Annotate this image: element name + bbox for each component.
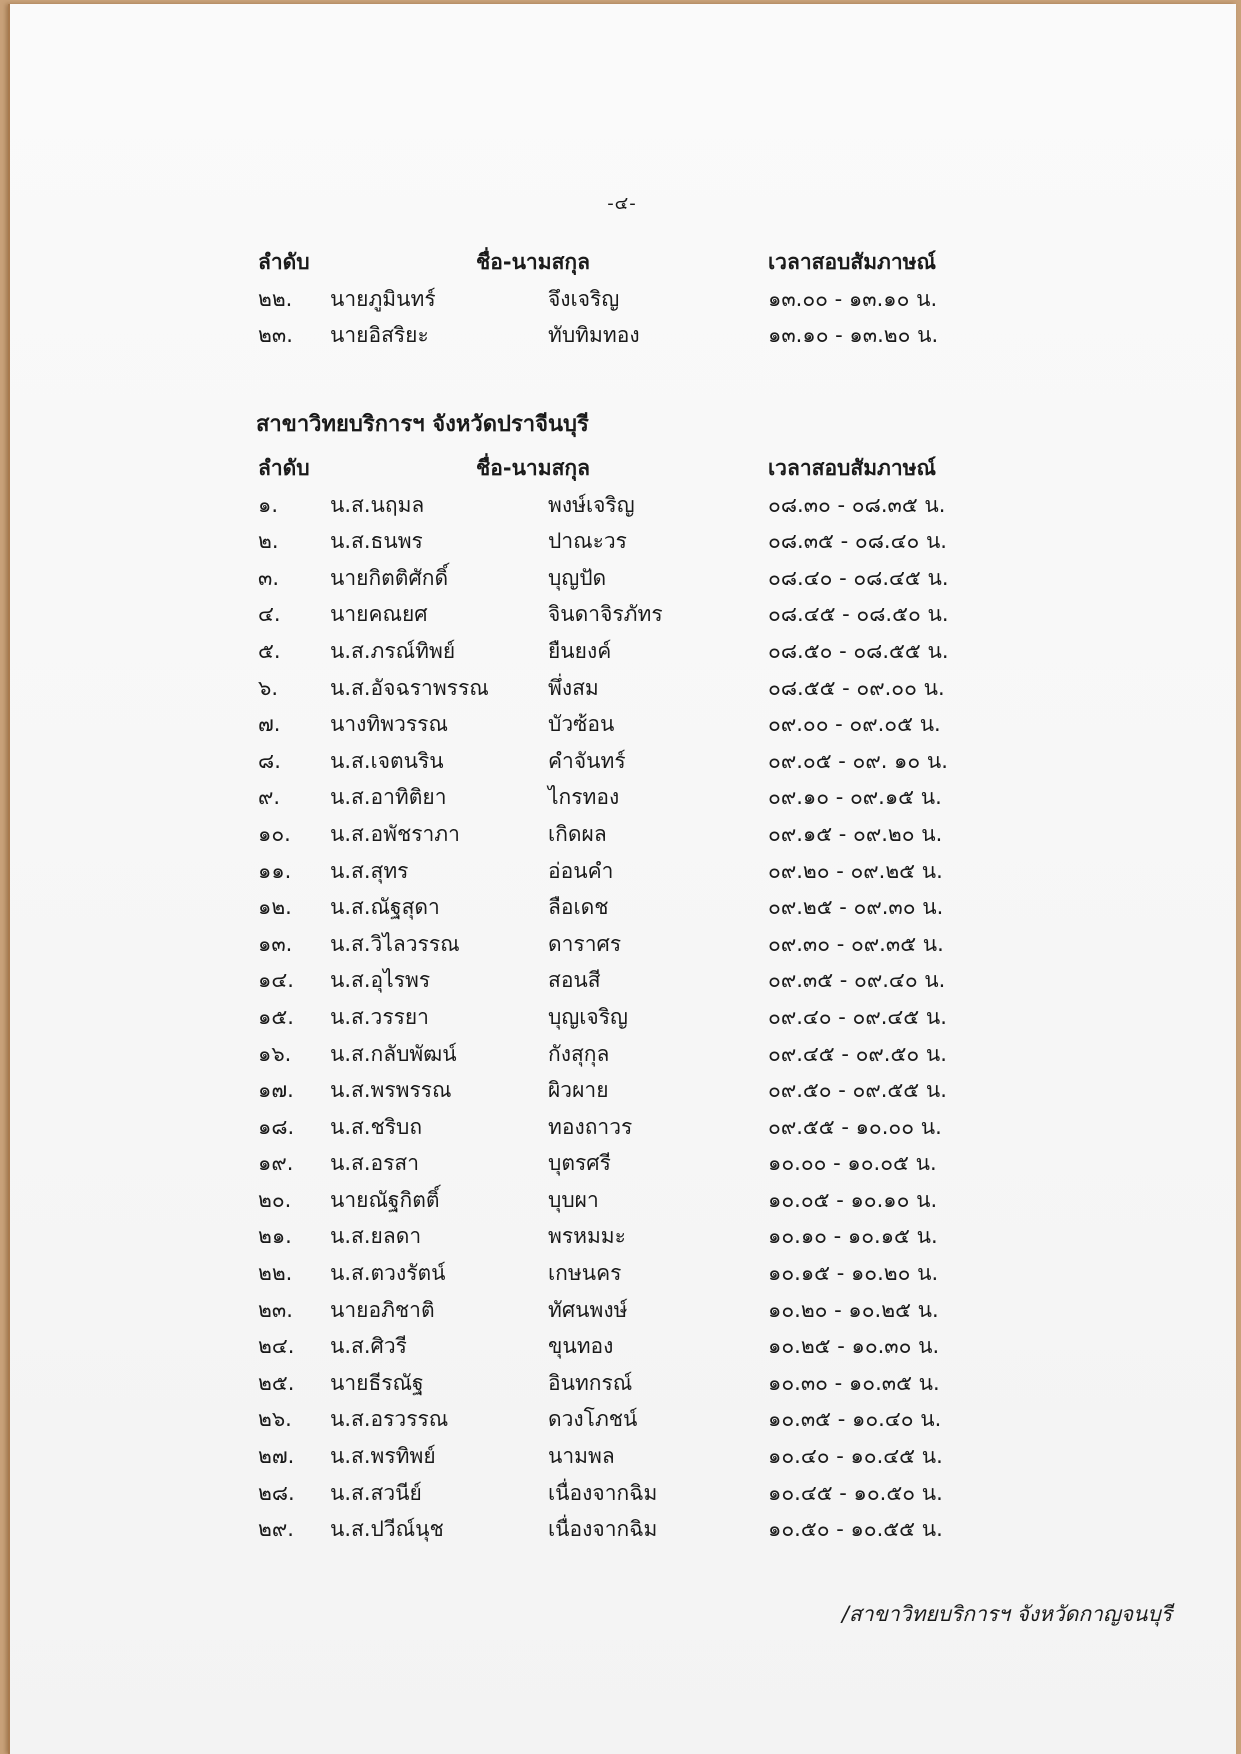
table-row — [248, 1214, 1008, 1251]
row-interview-time: ๐๙.๓๕ - ๐๙.๔๐ น. — [768, 968, 946, 993]
row-last-name: สอนสี — [548, 968, 601, 993]
row-last-name: ทัศนพงษ์ — [548, 1297, 628, 1322]
row-interview-time: ๐๙.๒๕ - ๐๙.๓๐ น. — [768, 895, 944, 920]
row-number: ๒๔. — [258, 1334, 295, 1359]
row-first-name: น.ส.ยลดา — [330, 1224, 422, 1249]
row-number: ๑๒. — [258, 895, 292, 920]
row-first-name: น.ส.สวนีย์ — [330, 1480, 422, 1505]
row-last-name: บุตรศรี — [548, 1151, 611, 1176]
row-interview-time: ๐๙.๔๕ - ๐๙.๕๐ น. — [768, 1041, 947, 1066]
table-row — [248, 483, 1008, 520]
table-row — [248, 1288, 1008, 1325]
row-first-name: น.ส.วิไลวรรณ — [330, 931, 460, 956]
row-last-name: ยืนยงค์ — [548, 638, 612, 663]
row-last-name: ดาราศร — [548, 931, 622, 956]
row-first-name: นายอภิชาติ — [330, 1297, 435, 1322]
table-row — [248, 556, 1008, 593]
row-interview-time: ๑๐.๑๕ - ๑๐.๒๐ น. — [768, 1261, 939, 1286]
row-last-name: คำจันทร์ — [548, 748, 626, 773]
row-number: ๒๒. — [258, 286, 293, 311]
row-interview-time: ๐๙.๑๐ - ๐๙.๑๕ น. — [768, 785, 942, 810]
row-first-name: น.ส.สุทร — [330, 858, 409, 883]
row-number: ๒๕. — [258, 1370, 295, 1395]
row-first-name: น.ส.วรรยา — [330, 1004, 429, 1029]
row-last-name: ผิวผาย — [548, 1078, 609, 1103]
table-row — [248, 1105, 1008, 1142]
second-table-rows — [248, 483, 1008, 1544]
row-last-name: พงษ์เจริญ — [548, 492, 635, 517]
table-row — [248, 1397, 1008, 1434]
row-interview-time: ๑๐.๔๐ - ๑๐.๔๕ น. — [768, 1444, 943, 1469]
row-last-name: ทองถาวร — [548, 1114, 633, 1139]
table-row — [248, 629, 1008, 666]
row-interview-time: ๑๐.๓๕ - ๑๐.๔๐ น. — [768, 1407, 942, 1432]
table-row — [248, 885, 1008, 922]
row-interview-time: ๑๐.๑๐ - ๑๐.๑๕ น. — [768, 1224, 938, 1249]
row-number: ๑๑. — [258, 858, 292, 883]
table-row — [248, 666, 1008, 703]
row-first-name: นายคณยศ — [330, 602, 428, 627]
row-first-name: น.ส.อรวรรณ — [330, 1407, 449, 1432]
row-interview-time: ๑๐.๒๐ - ๑๐.๒๕ น. — [768, 1297, 939, 1322]
table-row — [248, 1471, 1008, 1508]
row-first-name: น.ส.พรพรรณ — [330, 1078, 452, 1103]
row-number: ๙. — [258, 785, 281, 810]
row-interview-time: ๑๐.๔๕ - ๑๐.๕๐ น. — [768, 1480, 943, 1505]
row-number: ๘. — [258, 748, 281, 773]
row-interview-time: ๐๙.๓๐ - ๐๙.๓๕ น. — [768, 931, 944, 956]
table-row — [248, 519, 1008, 556]
row-number: ๔. — [258, 602, 281, 627]
table-row — [248, 313, 1008, 350]
row-last-name: พึ่งสม — [548, 675, 599, 700]
table-row — [248, 775, 1008, 812]
document-page — [8, 4, 1236, 1754]
table-row — [248, 1178, 1008, 1215]
table-row — [248, 739, 1008, 776]
row-first-name: น.ส.ชริบถ — [330, 1114, 423, 1139]
row-number: ๑๙. — [258, 1151, 294, 1176]
table-row — [248, 1251, 1008, 1288]
table-row — [248, 1361, 1008, 1398]
row-last-name: ไกรทอง — [548, 785, 620, 810]
row-number: ๑๐. — [258, 821, 291, 846]
row-interview-time: ๐๙.๐๕ - ๐๙. ๑๐ น. — [768, 748, 948, 773]
row-number: ๒๙. — [258, 1517, 294, 1542]
row-interview-time: ๑๐.๒๕ - ๑๐.๓๐ น. — [768, 1334, 940, 1359]
row-last-name: เนื่องจากฉิม — [548, 1517, 658, 1542]
row-number: ๕. — [258, 638, 281, 663]
row-number: ๒๑. — [258, 1224, 292, 1249]
header-time: เวลาสอบสัมภาษณ์ — [768, 456, 937, 480]
row-last-name: ทับทิมทอง — [548, 323, 640, 348]
table-row — [248, 995, 1008, 1032]
row-first-name: น.ส.นฤมล — [330, 492, 425, 517]
row-last-name: พรหมมะ — [548, 1224, 626, 1249]
table-row — [248, 812, 1008, 849]
row-last-name: ขุนทอง — [548, 1334, 614, 1359]
row-number: ๒. — [258, 529, 279, 554]
row-number: ๒๓. — [258, 1297, 293, 1322]
next-page-footer: /สาขาวิทยบริการฯ จังหวัดกาญจนบุรี — [841, 1602, 1172, 1626]
row-interview-time: ๐๘.๕๕ - ๐๙.๐๐ น. — [768, 675, 945, 700]
row-last-name: บัวซ้อน — [548, 712, 615, 737]
row-last-name: เนื่องจากฉิม — [548, 1480, 658, 1505]
row-first-name: นายกิตติศักดิ์ — [330, 565, 449, 590]
row-number: ๗. — [258, 712, 281, 737]
row-first-name: น.ส.อัจฉราพรรณ — [330, 675, 489, 700]
row-first-name: นายภูมินทร์ — [330, 286, 436, 311]
row-last-name: อินทกรณ์ — [548, 1370, 633, 1395]
row-interview-time: ๑๓.๑๐ - ๑๓.๒๐ น. — [768, 323, 939, 348]
row-first-name: น.ส.ภรณ์ทิพย์ — [330, 638, 456, 663]
header-order: ลำดับ — [258, 250, 310, 274]
row-first-name: นายอิสริยะ — [330, 323, 429, 348]
row-last-name: ปาณะวร — [548, 529, 627, 554]
row-number: ๑๖. — [258, 1041, 292, 1066]
row-first-name: น.ส.อุไรพร — [330, 968, 431, 993]
row-last-name: บุญปัด — [548, 565, 607, 590]
header-name: ชื่อ-นามสกุล — [476, 456, 590, 480]
second-table — [248, 446, 1008, 1544]
row-number: ๑๕. — [258, 1004, 294, 1029]
row-number: ๑๘. — [258, 1114, 295, 1139]
row-first-name: น.ส.เจตนริน — [330, 748, 444, 773]
row-first-name: น.ส.อรสา — [330, 1151, 420, 1176]
row-interview-time: ๐๘.๕๐ - ๐๘.๕๕ น. — [768, 638, 949, 663]
row-interview-time: ๑๐.๐๕ - ๑๐.๑๐ น. — [768, 1187, 938, 1212]
table-row — [248, 1434, 1008, 1471]
row-number: ๑๔. — [258, 968, 294, 993]
table-row — [248, 922, 1008, 959]
table-row — [248, 277, 1008, 314]
row-interview-time: ๑๐.๕๐ - ๑๐.๕๕ น. — [768, 1517, 943, 1542]
row-interview-time: ๐๙.๒๐ - ๐๙.๒๕ น. — [768, 858, 943, 883]
section-title: สาขาวิทยบริการฯ จังหวัดปราจีนบุรี — [256, 412, 589, 437]
table-header — [248, 240, 1008, 277]
row-first-name: น.ส.พรทิพย์ — [330, 1444, 436, 1469]
row-number: ๒๖. — [258, 1407, 292, 1432]
table-row — [248, 702, 1008, 739]
header-order: ลำดับ — [258, 456, 310, 480]
row-number: ๒๗. — [258, 1444, 295, 1469]
row-first-name: น.ส.ปวีณ์นุช — [330, 1517, 444, 1542]
row-number: ๑๗. — [258, 1078, 294, 1103]
row-number: ๒๓. — [258, 323, 293, 348]
table-header — [248, 446, 1008, 483]
row-interview-time: ๑๐.๐๐ - ๑๐.๐๕ น. — [768, 1151, 937, 1176]
row-last-name: กังสุกุล — [548, 1041, 610, 1066]
row-interview-time: ๐๙.๔๐ - ๐๙.๔๕ น. — [768, 1004, 947, 1029]
row-interview-time: ๐๙.๕๕ - ๑๐.๐๐ น. — [768, 1114, 942, 1139]
row-first-name: นายธีรณัฐ — [330, 1370, 424, 1395]
header-name: ชื่อ-นามสกุล — [476, 250, 590, 274]
page-edge — [8, 4, 10, 1754]
first-table — [248, 240, 1008, 350]
row-last-name: เกิดผล — [548, 821, 607, 846]
row-last-name: จึงเจริญ — [548, 286, 620, 311]
row-last-name: นามพล — [548, 1444, 615, 1469]
row-first-name: น.ส.ศิวรี — [330, 1334, 407, 1359]
table-row — [248, 592, 1008, 629]
row-number: ๒๘. — [258, 1480, 295, 1505]
row-first-name: นางทิพวรรณ — [330, 712, 448, 737]
table-row — [248, 849, 1008, 886]
row-number: ๒๐. — [258, 1187, 292, 1212]
row-last-name: ลือเดช — [548, 895, 609, 920]
row-interview-time: ๐๘.๔๐ - ๐๘.๔๕ น. — [768, 565, 949, 590]
table-row — [248, 1141, 1008, 1178]
row-last-name: บุญเจริญ — [548, 1004, 628, 1029]
table-row — [248, 1068, 1008, 1105]
row-last-name: จินดาจิรภัทร — [548, 602, 663, 627]
row-last-name: บุบผา — [548, 1187, 599, 1212]
row-number: ๒๒. — [258, 1261, 293, 1286]
table-row — [248, 1507, 1008, 1544]
page-number: -๔- — [607, 193, 637, 214]
row-interview-time: ๐๘.๓๕ - ๐๘.๔๐ น. — [768, 529, 947, 554]
row-interview-time: ๑๐.๓๐ - ๑๐.๓๕ น. — [768, 1370, 940, 1395]
first-table-rows — [248, 277, 1008, 350]
row-interview-time: ๐๙.๑๕ - ๐๙.๒๐ น. — [768, 821, 943, 846]
row-interview-time: ๑๓.๐๐ - ๑๓.๑๐ น. — [768, 286, 938, 311]
row-interview-time: ๐๙.๕๐ - ๐๙.๕๕ น. — [768, 1078, 947, 1103]
row-interview-time: ๐๘.๓๐ - ๐๘.๓๕ น. — [768, 492, 946, 517]
table-row — [248, 1032, 1008, 1069]
row-last-name: เกษนคร — [548, 1261, 622, 1286]
row-number: ๓. — [258, 565, 280, 590]
table-row — [248, 958, 1008, 995]
row-first-name: น.ส.อพัชราภา — [330, 821, 460, 846]
row-last-name: ดวงโภชน์ — [548, 1407, 638, 1432]
row-number: ๑. — [258, 492, 279, 517]
row-first-name: น.ส.ณัฐสุดา — [330, 895, 440, 920]
row-number: ๖. — [258, 675, 279, 700]
row-interview-time: ๐๘.๔๕ - ๐๘.๕๐ น. — [768, 602, 949, 627]
row-number: ๑๓. — [258, 931, 293, 956]
table-row — [248, 1324, 1008, 1361]
row-first-name: นายณัฐกิตติ์ — [330, 1187, 440, 1212]
header-time: เวลาสอบสัมภาษณ์ — [768, 250, 937, 274]
row-first-name: น.ส.ตวงรัตน์ — [330, 1261, 446, 1286]
row-first-name: น.ส.ธนพร — [330, 529, 423, 554]
row-last-name: อ่อนคำ — [548, 858, 614, 883]
row-first-name: น.ส.กลับพัฒน์ — [330, 1041, 457, 1066]
row-interview-time: ๐๙.๐๐ - ๐๙.๐๕ น. — [768, 712, 941, 737]
row-first-name: น.ส.อาทิติยา — [330, 785, 447, 810]
